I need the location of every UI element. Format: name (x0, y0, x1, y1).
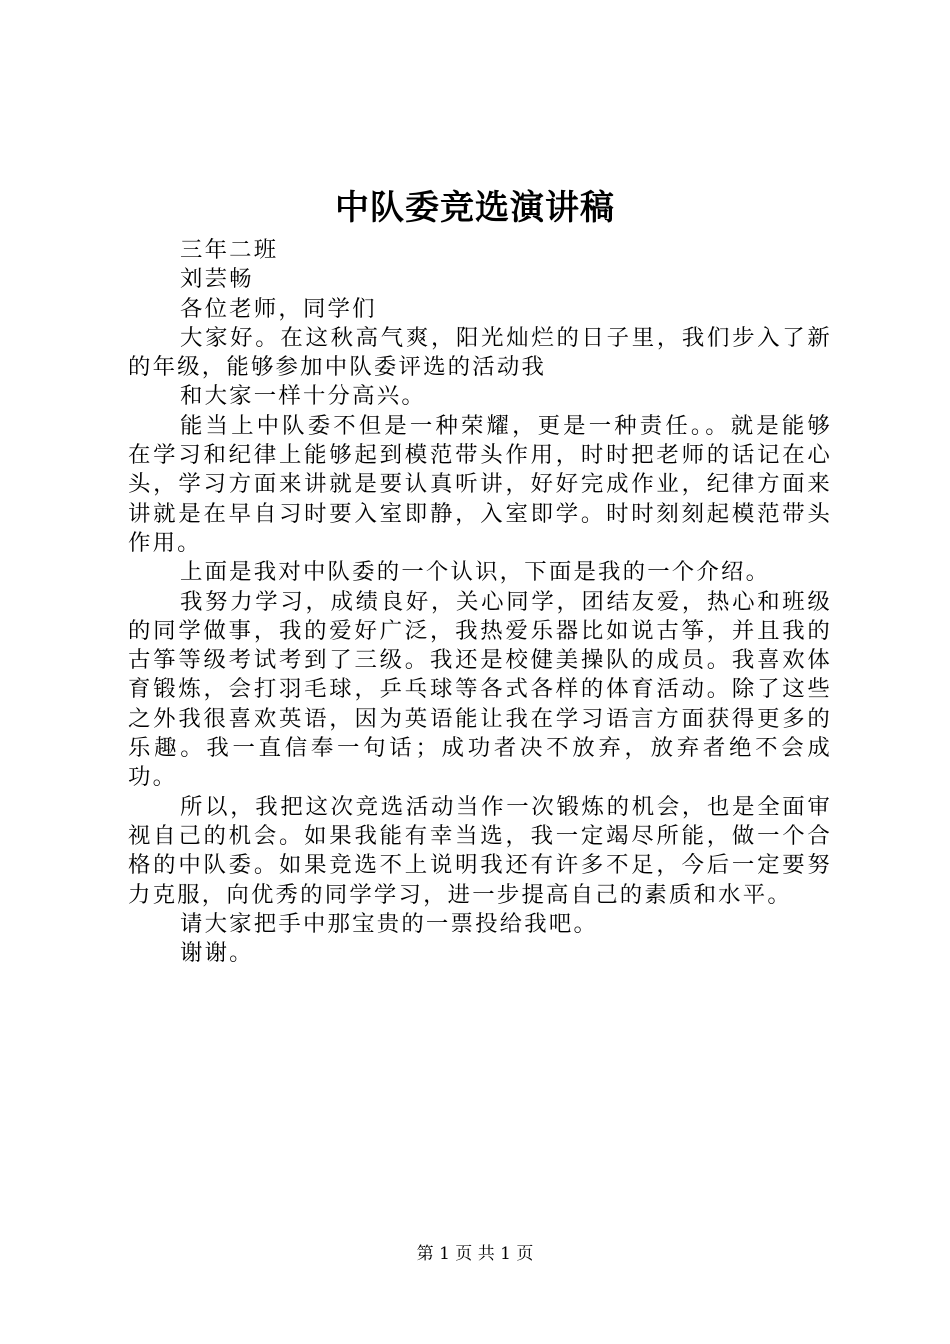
salutation-line: 各位老师，同学们 (180, 295, 377, 322)
paragraph-introduction: 我努力学习，成绩良好，关心同学，团结友爱，热心和班级的同学做事，我的爱好广泛，我热爱乐器比如说古筝，并且我的古筝等级考试考到了三级。我还是校健美操队的成员。我喜欢体育锻炼，会打羽毛球，乒乓球等各式各样的体育活动。除了这些之外我很喜欢英语，因为英语能让我在学习语言方面获得更多的乐趣。我一直信奉一句话；成功者决不放弃，放弃者绝不会成功。 (128, 588, 832, 791)
class-name-line: 三年二班 (180, 237, 279, 263)
paragraph-commitment: 所以，我把这次竞选活动当作一次锻炼的机会，也是全面审视自己的机会。如果我能有幸当选，我一定竭尽所能，做一个合格的中队委。如果竞选不上说明我还有许多不足，今后一定要努力克服，向优秀的同学学习，进一步提高自己的素质和水平。 (128, 793, 832, 908)
document-body (128, 236, 832, 968)
author-line: 刘芸畅 (180, 266, 254, 293)
document-title: 中队委竞选演讲稿 (335, 188, 615, 228)
paragraph-greeting: 大家好。在这秋高气爽，阳光灿烂的日子里，我们步入了新的年级，能够参加中队委评选的活动我 (128, 324, 832, 381)
paragraph-thanks: 谢谢。 (180, 940, 254, 967)
paragraph-responsibility: 能当上中队委不但是一种荣耀，更是一种责任。。就是能够在学习和纪律上能够起到模范带头作用，时时把老师的话记在心头，学习方面来讲就是要认真听讲，好好完成作业，纪律方面来讲就是在早自习时要入室即静，入室即学。时时刻刻起模范带头作用。 (128, 412, 832, 556)
page-footer: 第 1 页 共 1 页 (416, 1244, 534, 1264)
paragraph-transition: 上面是我对中队委的一个认识，下面是我的一个介绍。 (180, 559, 771, 586)
paragraph-happy: 和大家一样十分高兴。 (180, 383, 426, 410)
paragraph-vote-request: 请大家把手中那宝贵的一票投给我吧。 (180, 910, 599, 937)
